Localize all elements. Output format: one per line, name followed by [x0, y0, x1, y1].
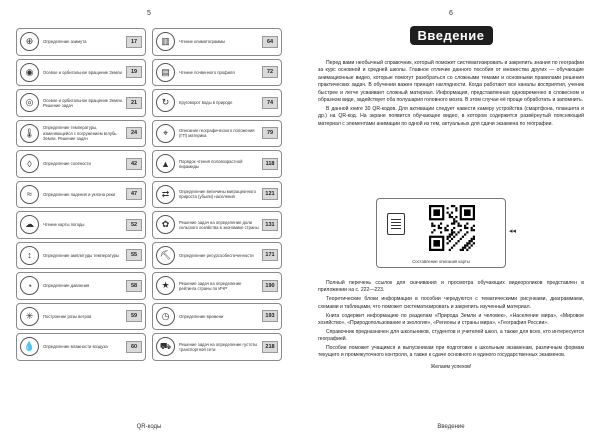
qr-index-item-label: Чтение почвенного профиля — [179, 69, 235, 75]
qr-index-item[interactable] — [16, 89, 146, 117]
qr-index-item[interactable] — [16, 242, 146, 270]
qr-index-item[interactable] — [16, 272, 146, 300]
humidity-icon: 💧 — [20, 337, 39, 356]
paragraph: Полный перечень ссылок для скачивания и просмотра обучающих видеороликов представлен в приложении на с. 222—223. — [318, 280, 584, 294]
qr-index-item-label: Решение задач на определение доли сельского хозяйства в экономике страны — [179, 219, 259, 230]
qr-index-item[interactable] — [152, 272, 282, 300]
qr-index-item-label: Определение времени — [179, 313, 224, 319]
earth-orbit-task-icon: ◎ — [20, 93, 39, 112]
climatogram-icon: ▥ — [156, 32, 175, 51]
qr-index-item-label: Чтение карты погоды — [43, 222, 85, 228]
qr-index-item[interactable] — [16, 303, 146, 331]
qr-index-item[interactable] — [152, 120, 282, 148]
qr-index-item-page: 74 — [262, 97, 278, 109]
qr-index-item[interactable] — [16, 211, 146, 239]
qr-index-item[interactable] — [16, 59, 146, 87]
qr-index-item[interactable] — [16, 333, 146, 361]
intro-text-bottom — [318, 280, 584, 373]
agriculture-icon: ✿ — [156, 215, 175, 234]
qr-index-item-page: 218 — [262, 341, 278, 353]
qr-code-icon[interactable] — [429, 205, 475, 251]
qr-index-item[interactable] — [152, 28, 282, 56]
qr-caption: Составление описания карты — [412, 259, 470, 264]
page-footer: Введение — [437, 424, 465, 430]
paragraph: Теоретические блоки информации в пособии чередуются с тематическими рисунками, диаграммами, схемами и таблицами, что поможет систематизировать и закрепить изученный материал. — [318, 296, 584, 310]
left-page — [10, 10, 288, 430]
qr-index-item-page: 42 — [126, 158, 142, 170]
qr-index-item-label: Определение солёности — [43, 161, 91, 167]
qr-index-item-page: 190 — [262, 280, 278, 292]
soil-profile-icon: ▤ — [156, 63, 175, 82]
resources-icon: ⛏ — [156, 246, 175, 265]
qr-index-item-label: Определение амплитуды температуры — [43, 252, 120, 258]
pyramid-icon: ▲ — [156, 154, 175, 173]
qr-index-column-left — [16, 28, 146, 361]
qr-index-item-label: Определение величины миграционного прироста (убыли) населения — [179, 189, 256, 200]
qr-index-item-label: Определение азимута — [43, 39, 87, 45]
paragraph: Желаем успехов! — [430, 363, 472, 370]
river-icon: ≈ — [20, 185, 39, 204]
qr-index-item-label: Описание географического положения (ГП) материка — [179, 128, 255, 139]
paragraph: Справочник предназначен для школьников, студентов и учителей школ, а также для всех, кто интересуется географией. — [318, 328, 584, 343]
qr-index-item[interactable] — [16, 181, 146, 209]
intro-text-top — [318, 60, 584, 129]
qr-index-item-label: Осевое и орбитальное вращение Земли — [43, 69, 122, 75]
qr-index-item[interactable] — [16, 120, 146, 148]
qr-index-item-page: 58 — [126, 280, 142, 292]
paragraph: Книга содержит информацию по разделам «Природа Земли и человек», «Население мира», «Мировое хозяйство», «Природопользование и экология», «Регионы и страны мира», «География России». — [318, 312, 584, 326]
qr-index-item[interactable] — [152, 59, 282, 87]
qr-index-item[interactable] — [152, 150, 282, 178]
qr-index-item-label: Порядок чтения половозрастной пирамиды — [179, 158, 243, 169]
qr-index-item-label: Чтение климатограммы — [179, 39, 226, 45]
qr-index-item-label: Осевое и орбитальное вращение Земли. Решение задач — [43, 97, 123, 108]
qr-index-column-right — [152, 28, 282, 361]
qr-index-item-page: 72 — [262, 66, 278, 78]
qr-index-item-label: Определение ресурсообеспеченности — [179, 252, 254, 258]
clock-icon: ◷ — [156, 307, 175, 326]
qr-index-item[interactable] — [152, 333, 282, 361]
qr-index-item-page: 52 — [126, 219, 142, 231]
qr-index-item[interactable] — [152, 89, 282, 117]
qr-index-item-label: Определение давления — [43, 283, 90, 289]
qr-index-item-page: 60 — [126, 341, 142, 353]
compass-icon: ⊕ — [20, 32, 39, 51]
qr-index-item-page: 79 — [262, 127, 278, 139]
paragraph: Пособие поможет учащимся и выпускникам при подготовке к школьным экзаменам, различным формам текущего и промежуточного контроля, а также к сдаче основного и единого государственных экзаменов. — [318, 345, 584, 359]
wind-rose-icon: ✳ — [20, 307, 39, 326]
qr-index-item-page: 121 — [262, 188, 278, 200]
page-title: Введение — [410, 26, 493, 45]
thermometer-icon: 🌡 — [20, 124, 39, 143]
qr-index-item[interactable] — [152, 303, 282, 331]
rating-icon: ★ — [156, 276, 175, 295]
qr-index-item-label: Определение температуры, изменяющейся с погружением вглубь Земли. Решение задач — [43, 125, 117, 141]
qr-index — [16, 28, 282, 361]
page-footer: QR-коды — [136, 424, 162, 430]
qr-index-item-label: Построение розы ветров — [43, 313, 92, 319]
qr-index-item[interactable] — [152, 181, 282, 209]
qr-index-item[interactable] — [16, 150, 146, 178]
right-page — [312, 10, 590, 430]
qr-index-item[interactable] — [152, 211, 282, 239]
qr-index-item-page: 19 — [126, 66, 142, 78]
earth-orbit-icon: ◉ — [20, 63, 39, 82]
weather-map-icon: ☁ — [20, 215, 39, 234]
qr-index-item-page: 118 — [262, 158, 278, 170]
qr-index-item-page: 24 — [126, 127, 142, 139]
document-pencil-icon — [387, 213, 405, 235]
qr-index-item-page: 64 — [262, 36, 278, 48]
qr-index-item-label: Определение влажности воздуха — [43, 344, 108, 350]
temperature-icon: ↕ — [20, 246, 39, 265]
paragraph: Перед вами необычный справочник, который поможет систематизировать и закрепить знания по географии за курс основной и средней школы. Главное отличие данного пособия от множества других — обучающие анимационные видео, которые помогут разобраться со сложными темами и основными правилами решения практических задач. В обучении важен принцип наглядности. Когда работают все каналы восприятия, ученик быстрее и легче усваивает сложный материал. Информация, представленная одновременно в словесном и образном виде, задействует оба полушария головного мозга. В этом случае её проще обработать и запомнить. — [318, 60, 584, 103]
page-number: 5 — [147, 10, 151, 17]
qr-index-item-label: Решение задач на определение густоты транспортной сети — [179, 341, 258, 352]
qr-card[interactable] — [376, 198, 516, 268]
continent-icon: ⌖ — [156, 124, 175, 143]
qr-index-item-page: 47 — [126, 188, 142, 200]
transport-icon: ⛟ — [156, 337, 175, 356]
qr-index-item-page: 59 — [126, 310, 142, 322]
page-number: 6 — [449, 10, 453, 17]
qr-index-item-page: 131 — [262, 219, 278, 231]
qr-index-item-page: 17 — [126, 36, 142, 48]
chevron-left-icon: ◂◂ — [508, 228, 516, 235]
qr-index-item-page: 193 — [262, 310, 278, 322]
water-cycle-icon: ↻ — [156, 93, 175, 112]
qr-index-item-label: Круговорот воды в природе — [179, 100, 233, 106]
migration-icon: ⇄ — [156, 185, 175, 204]
qr-index-item-label: Решение задач на определение рейтинга страны по ИЧР — [179, 280, 242, 291]
qr-index-item-page: 55 — [126, 249, 142, 261]
pressure-icon: ◔ — [20, 276, 39, 295]
qr-index-item[interactable] — [16, 28, 146, 56]
qr-index-item-page: 171 — [262, 249, 278, 261]
paragraph: В данной книге 30 QR-кодов. Для активации следует навести камеру устройства (смартфона, планшета и др.) на QR-код. На экране появится обучающее видео, в котором содержится развёрнутый поясняющий материал с элементами анимации по одной из тем, актуальных для сдачи экзамена по географии. — [318, 105, 584, 127]
water-drop-icon: ◊ — [20, 154, 39, 173]
qr-index-item-page: 21 — [126, 97, 142, 109]
qr-index-item[interactable] — [152, 242, 282, 270]
qr-index-item-label: Определение падения и уклона реки — [43, 191, 116, 197]
